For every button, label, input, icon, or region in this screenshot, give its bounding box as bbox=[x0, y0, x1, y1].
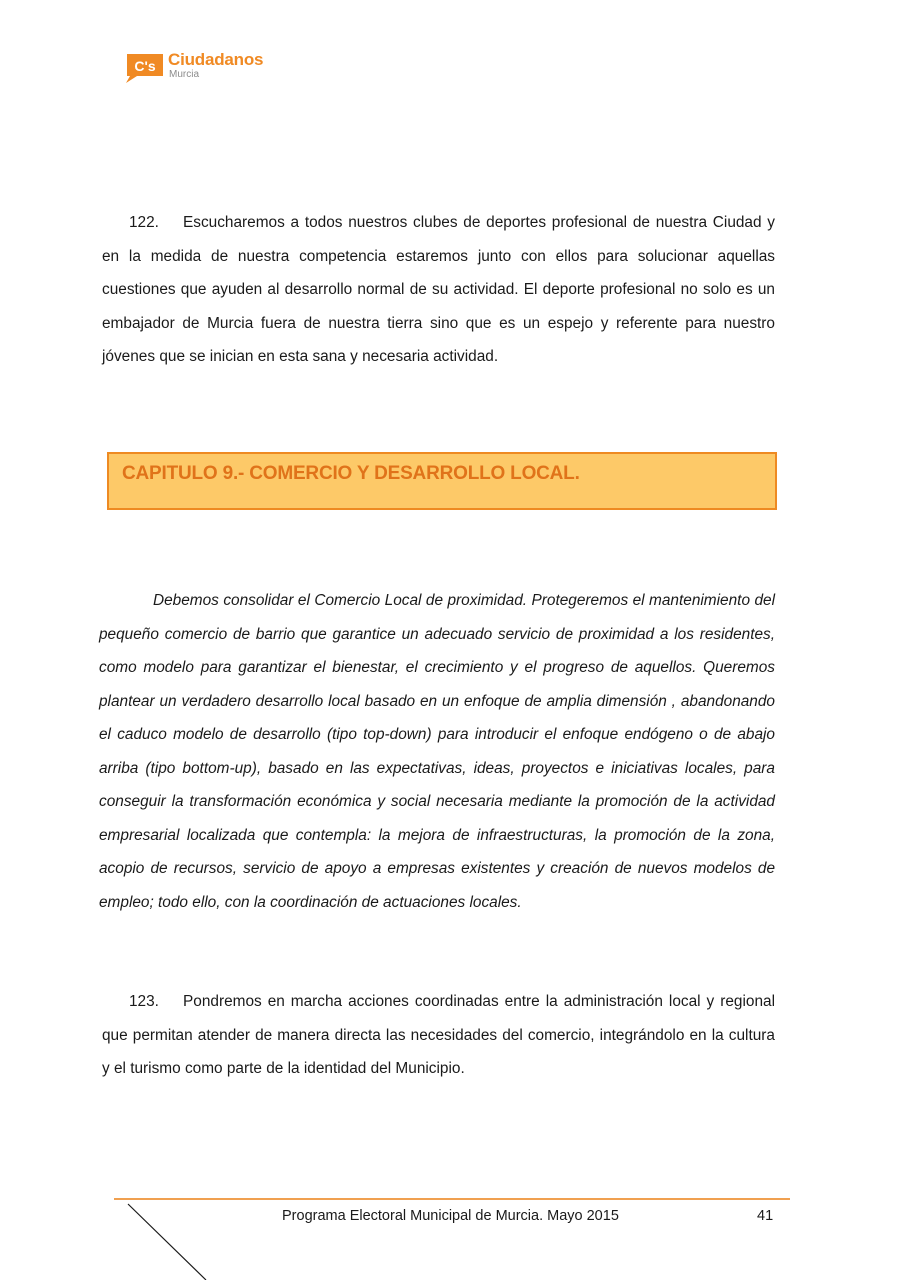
item-text: Escucharemos a todos nuestros clubes de deportes profesional de nuestra Ciudad y en la medida de nuestra competencia estaremos junto con ellos para solucionar aquellas cuestiones que ayuden al desarrollo normal de su actividad. El deporte profesional no solo es un embajador de Murcia fuera de nuestra tierra sino que es un espejo y referente para nuestro jóvenes que se inician en esta sana y necesaria actividad. bbox=[102, 214, 775, 365]
paragraph-123 bbox=[102, 985, 775, 1086]
chapter-title: CAPITULO 9.- COMERCIO Y DESARROLLO LOCAL. bbox=[122, 463, 580, 484]
item-number: 123. bbox=[129, 993, 159, 1010]
paragraph-122 bbox=[102, 206, 775, 374]
item-number: 122. bbox=[129, 214, 159, 231]
logo-mark-text: C's bbox=[134, 58, 156, 74]
logo-subtitle: Murcia bbox=[169, 69, 200, 80]
ciudadanos-logo bbox=[123, 50, 273, 86]
footer-diagonal-line bbox=[126, 1202, 208, 1280]
footer-divider bbox=[114, 1198, 790, 1200]
page-number: 41 bbox=[757, 1208, 774, 1224]
logo-speech-bubble-icon bbox=[123, 52, 165, 84]
chapter-intro: Debemos consolidar el Comercio Local de proximidad. Protegeremos el mantenimiento del pequeño comercio de barrio que garantice un adecuado servicio de proximidad a los residentes, como modelo para garantizar el bienestar, el crecimiento y el progreso de aquellos. Queremos plantear un verdadero desarrollo local basado en un enfoque de amplia dimensión , abandonando el caduco modelo de desarrollo (tipo top-down) para introducir el enfoque endógeno o de abajo arriba (tipo bottom-up), basado en las expectativas, ideas, proyectos e iniciativas locales, para conseguir la transformación económica y social necesaria mediante la promoción de la actividad empresarial localizada que contempla: la mejora de infraestructuras, la promoción de la zona, acopio de recursos, servicio de apoyo a empresas existentes y creación de nuevos modelos de empleo; todo ello, con la coordinación de actuaciones locales. bbox=[99, 592, 775, 911]
item-text: Pondremos en marcha acciones coordinadas entre la administración local y regional que permitan atender de manera directa las necesidades del comercio, integrándolo en la cultura y el turismo como parte de la identidad del Municipio. bbox=[102, 993, 775, 1077]
logo-brand-name: Ciudadanos bbox=[168, 50, 264, 69]
chapter-heading-box bbox=[107, 452, 777, 510]
footer-text: Programa Electoral Municipal de Murcia. Mayo 2015 bbox=[282, 1208, 619, 1224]
